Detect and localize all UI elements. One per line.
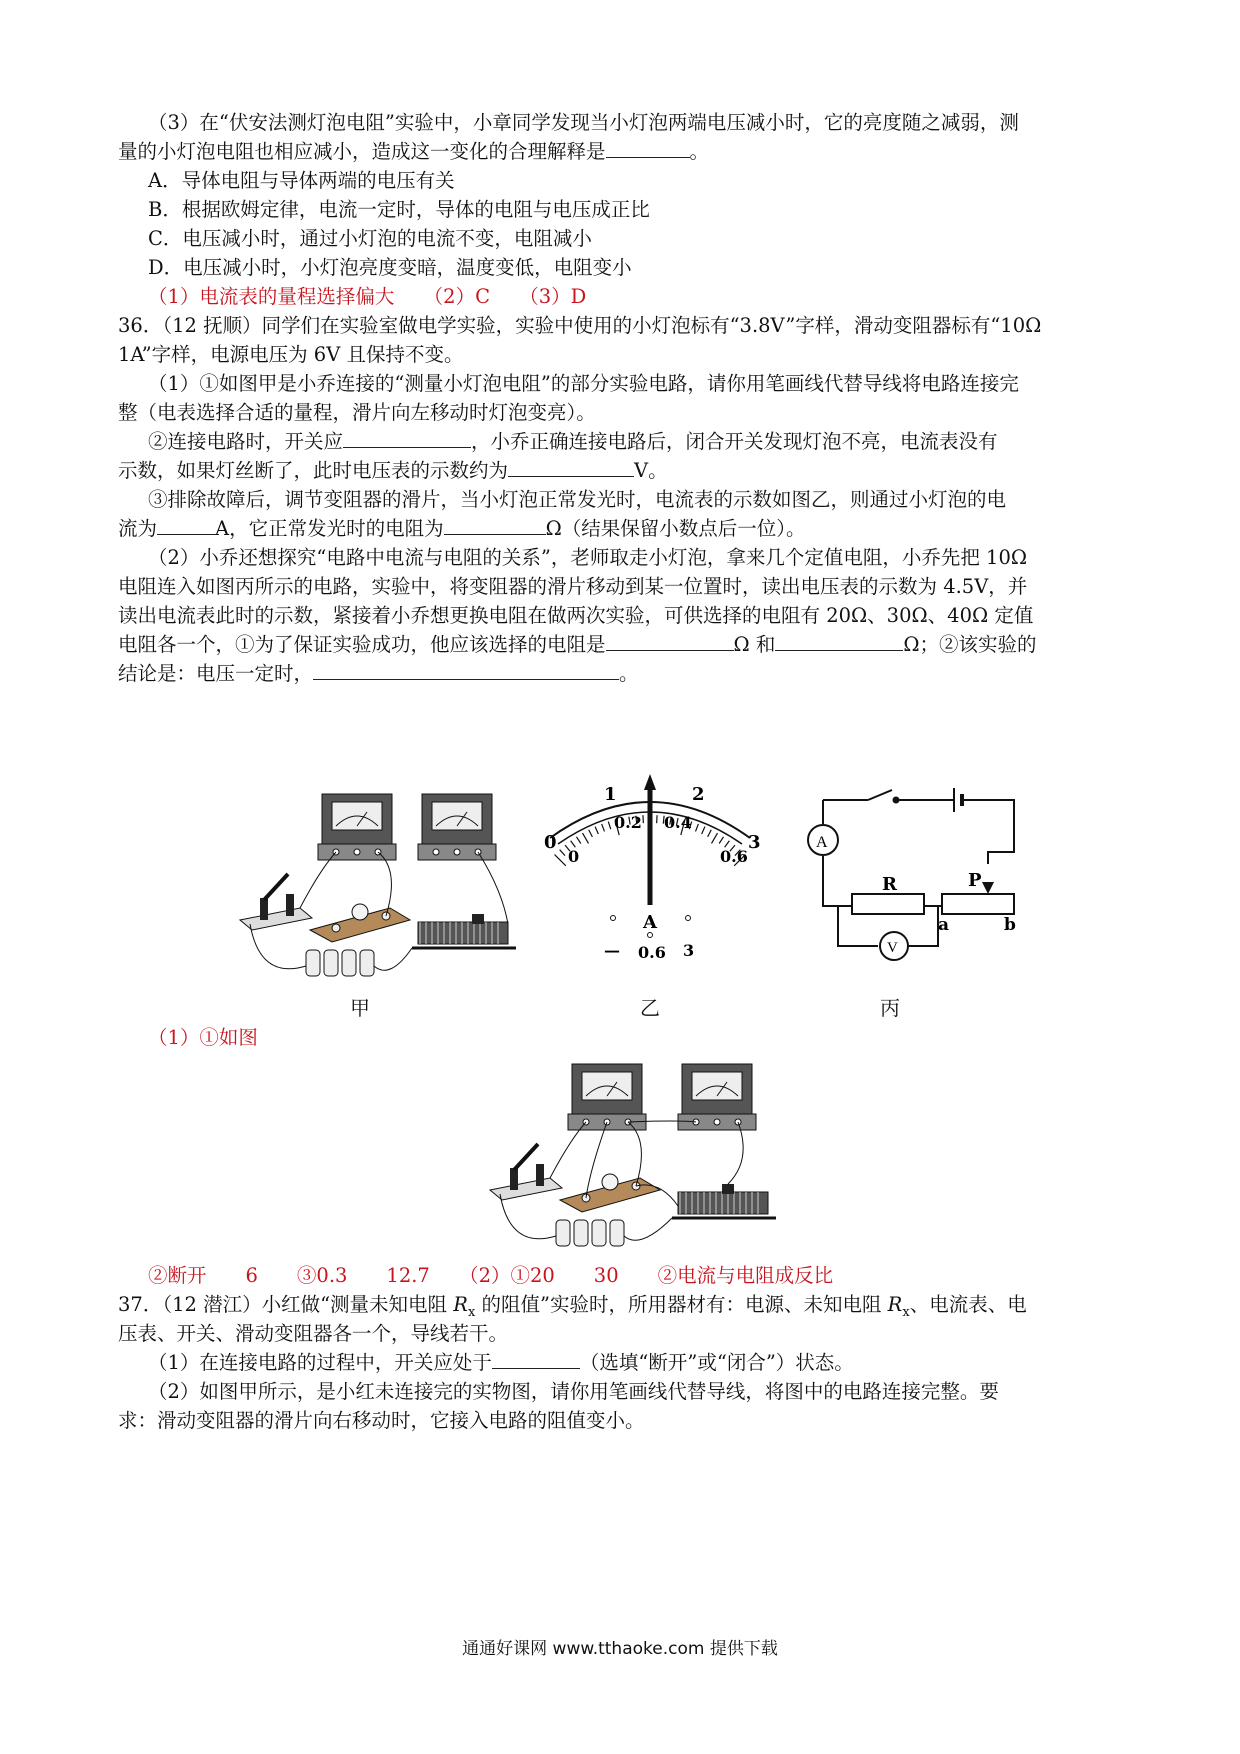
q36-line6-text-b: V。 — [634, 459, 668, 482]
meter-icon — [318, 794, 396, 860]
q35-option-a: A．导体电阻与导体两端的电压有关 — [148, 169, 455, 192]
dial-tick — [560, 850, 565, 856]
bulb-icon — [560, 1174, 660, 1212]
q35-answer: （1）电流表的量程选择偏大 （2）C （3）D — [148, 285, 587, 308]
q36-line13-text-b: 。 — [619, 662, 639, 685]
q37-line2: 压表、开关、滑动变阻器各一个，导线若干。 — [118, 1322, 509, 1345]
page-footer: 通通好课网 www.tthaoke.com 提供下载 — [462, 1639, 778, 1659]
q37-line3-text-b: （选填“断开”或“闭合”）状态。 — [579, 1351, 854, 1374]
meter-icon — [678, 1064, 756, 1130]
answer-blank[interactable] — [606, 139, 690, 158]
q36-line2: 1A”字样，电源电压为 6V 且保持不变。 — [118, 343, 464, 366]
q36-line13-text-a: 结论是：电压一定时， — [118, 662, 314, 685]
q36-line6 — [118, 458, 668, 484]
ammeter-dial-figure-yi — [520, 760, 780, 960]
answer-apparatus-figure — [490, 1060, 800, 1250]
q37-line1-text-b: 的阻值”实验时，所用器材有：电源、未知电阻 — [475, 1293, 888, 1316]
dial-tick — [583, 833, 589, 843]
q37-line1-text-c: 、电流表、电 — [909, 1293, 1027, 1316]
ammeter-label: A — [816, 834, 828, 851]
switch-symbol — [868, 790, 892, 800]
rheostat-icon — [672, 1184, 776, 1218]
q35-part3-line2 — [118, 139, 709, 165]
dial-tick — [712, 833, 718, 843]
circuit-diagram-figure-bing — [808, 790, 1038, 970]
top-scale-1: 1 — [604, 784, 617, 805]
q35-part3-end: 。 — [689, 140, 710, 163]
q37-line5: 求：滑动变阻器的滑片向右移动时，它接入电路的阻值变小。 — [118, 1409, 645, 1432]
q36-line3: （1）①如图甲是小乔连接的“测量小灯泡电阻”的部分实验电路，请你用笔画线代替导线将电路连接完 — [148, 372, 1019, 395]
q35-option-d: D．电压减小时，小灯泡亮度变暗，温度变低，电阻变小 — [148, 256, 632, 279]
q36-line4: 整（电表选择合适的量程，滑片向左移动时灯泡变亮）。 — [118, 401, 596, 424]
voltmeter-label: V — [887, 940, 898, 956]
resistor-label: R — [882, 874, 897, 895]
q36-line12-text-c: Ω；②该实验的 — [903, 633, 1037, 656]
slider-label: P — [968, 870, 982, 891]
rx-symbol: R — [453, 1293, 468, 1316]
answer-blank[interactable] — [444, 516, 546, 535]
answer-blank[interactable] — [157, 516, 215, 535]
battery-icon — [306, 950, 374, 976]
q36-line12-text-a: 电阻各一个，①为了保证实验成功，他应该选择的电阻是 — [118, 633, 606, 656]
q36-line7: ③排除故障后，调节变阻器的滑片，当小灯泡正常发光时，电流表的示数如图乙，则通过小灯泡的电 — [148, 488, 1007, 511]
q36-line12-text-b: Ω 和 — [733, 633, 776, 656]
q36-line8-text-c: Ω（结果保留小数点后一位）。 — [545, 517, 806, 540]
rheostat-symbol — [942, 894, 1014, 914]
q35-option-c: C．电压减小时，通过小灯泡的电流不变，电阻减小 — [148, 227, 592, 250]
bottom-scale-0-4: 0.4 — [664, 813, 692, 832]
end-a-label: a — [938, 915, 950, 935]
q36-line8 — [118, 516, 806, 542]
top-scale-2: 2 — [692, 784, 705, 805]
answer-blank[interactable] — [775, 632, 903, 651]
q35-part3-text: 量的小灯泡电阻也相应减小，造成这一变化的合理解释是 — [118, 140, 606, 163]
bulb-icon — [310, 904, 410, 942]
dial-tick — [555, 855, 566, 866]
q36-line5-text-b: ，小乔正确连接电路后，闭合开关发现灯泡不亮，电流表没有 — [471, 430, 998, 453]
apparatus-figure-jia — [240, 790, 550, 980]
dial-tick — [589, 830, 593, 837]
q36-line5-text-a: ②连接电路时，开关应 — [148, 430, 344, 453]
switch-icon — [240, 874, 312, 930]
q36-line10: 电阻连入如图丙所示的电路，实验中，将变阻器的滑片移动到某一位置时，读出电压表的示数为 4.5V，并 — [118, 575, 1028, 598]
answer-blank[interactable] — [606, 632, 734, 651]
dial-tick — [696, 824, 699, 831]
rx-symbol: R — [887, 1293, 903, 1316]
dial-tick — [602, 824, 605, 831]
dial-tick — [702, 827, 705, 834]
top-scale-3: 3 — [748, 832, 761, 853]
top-scale-0: 0 — [544, 832, 557, 853]
terminal-0-6: 0.6 — [638, 943, 666, 962]
switch-icon — [490, 1144, 562, 1200]
q36-line12 — [118, 632, 1037, 658]
q36-line8-text-a: 流为 — [118, 517, 158, 540]
rheostat-icon — [412, 914, 516, 948]
q37-line1-text-a: 37．（12 潜江）小红做“测量未知电阻 — [118, 1293, 454, 1316]
terminal-3: 3 — [683, 941, 695, 960]
q36-answer-1: （1）①如图 — [148, 1026, 258, 1049]
answer-blank[interactable] — [508, 458, 634, 477]
meter-icon — [418, 794, 496, 860]
rx-subscript: x — [467, 1304, 476, 1320]
q36-line1: 36．（12 抚顺）同学们在实验室做电学实验，实验中使用的小灯泡标有“3.8V”字样，滑动变阻器标有“10Ω — [118, 314, 1042, 337]
rx-subscript: x — [902, 1304, 910, 1320]
q36-answer-2: ②断开 6 ③0.3 12.7 （2）①20 30 ②电流与电阻成反比 — [148, 1264, 834, 1287]
q37-line3-text-a: （1）在连接电路的过程中，开关应处于 — [148, 1351, 492, 1374]
answer-blank[interactable] — [313, 661, 619, 680]
q37-line4: （2）如图甲所示，是小红未连接完的实物图，请你用笔画线代替导线，将图中的电路连接完整。要 — [148, 1380, 999, 1403]
q36-line8-text-b: A，它正常发光时的电阻为 — [215, 517, 444, 540]
dial-tick — [608, 822, 610, 830]
q37-line3 — [148, 1350, 854, 1376]
resistor-symbol — [852, 894, 924, 914]
q36-line9: （2）小乔还想探究“电路中电流与电阻的关系”，老师取走小灯泡，拿来几个定值电阻，小乔先把 10Ω — [148, 546, 1028, 569]
figure-caption-bing: 丙 — [880, 996, 900, 1020]
figure-caption-jia: 甲 — [350, 996, 370, 1020]
q35-option-b: B．根据欧姆定律，电流一定时，导体的电阻与电压成正比 — [148, 198, 650, 221]
q36-line11: 读出电流表此时的示数，紧接着小乔想更换电阻在做两次实验，可供选择的电阻有 20Ω、30Ω、40Ω 定值 — [118, 604, 1034, 627]
battery-icon — [556, 1220, 624, 1246]
end-b-label: b — [1004, 915, 1016, 935]
bottom-scale-0-2: 0.2 — [614, 813, 642, 832]
dial-tick — [719, 837, 723, 844]
figure-caption-yi: 乙 — [640, 996, 660, 1020]
q36-line5 — [148, 429, 998, 455]
answer-blank[interactable] — [492, 1350, 580, 1369]
answer-blank[interactable] — [343, 429, 471, 448]
bottom-scale-0: 0 — [568, 847, 580, 866]
bottom-scale-0-6: 0.6 — [720, 847, 748, 866]
q36-line6-text-a: 示数，如果灯丝断了，此时电压表的示数约为 — [118, 459, 509, 482]
q36-line13 — [118, 661, 639, 687]
meter-icon — [568, 1064, 646, 1130]
dial-tick — [595, 827, 598, 834]
dial-tick — [708, 830, 712, 837]
q35-part3-line1: （3）在“伏安法测灯泡电阻”实验中，小章同学发现当小灯泡两端电压减小时，它的亮度随之减弱，测 — [148, 111, 1019, 134]
terminal-negative: — — [604, 941, 620, 960]
dial-tick — [576, 837, 580, 844]
ammeter-unit: A — [643, 912, 657, 933]
